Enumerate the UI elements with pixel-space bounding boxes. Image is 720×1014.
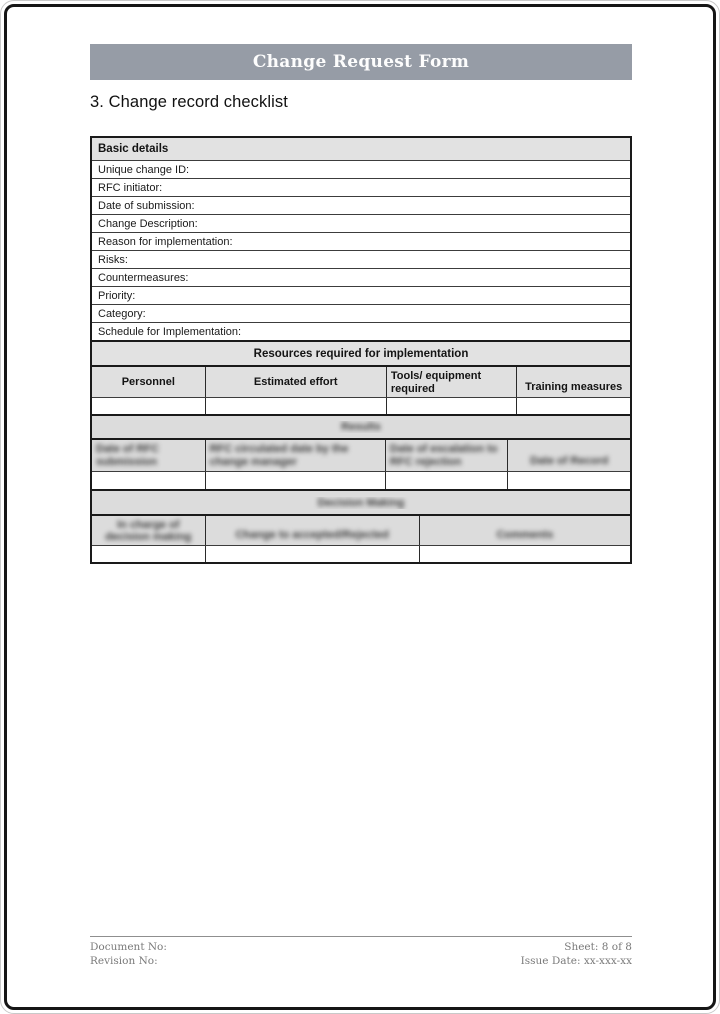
results-column-4-text: Date of Record [530,455,609,467]
results-entry-row [92,471,630,489]
decision-header-text: Decision Making [317,496,405,509]
footer-divider [90,936,632,937]
field-label-rfc-initiator: RFC initiator: [98,181,163,194]
table-row [92,250,630,268]
empty-cell [385,472,508,489]
field-label-category: Category: [98,307,146,320]
resources-entry-row [92,397,630,414]
empty-cell [516,398,630,414]
footer-right [521,940,632,968]
column-header-training-measures: Training measures [516,367,630,397]
decision-entry-row [92,545,630,562]
change-record-checklist-table [90,136,632,564]
sheet-label: Sheet: 8 of 8 [564,941,632,953]
field-label-risks: Risks: [98,253,128,266]
decision-column-1-blurred [92,516,205,545]
results-header-text: Results [341,421,381,433]
resources-column-header-row [92,365,630,397]
table-row [92,232,630,250]
field-label-countermeasures: Countermeasures: [98,271,189,284]
results-column-2-blurred [205,440,385,471]
resources-header: Resources required for implementation [253,347,469,360]
empty-cell [507,472,630,489]
decision-column-3-blurred [419,516,630,545]
table-row [92,322,630,340]
decision-header-blurred [92,497,630,509]
empty-cell [205,472,385,489]
empty-cell [386,398,517,414]
footer-left [90,940,167,968]
column-header-estimated-effort: Estimated effort [205,367,386,397]
results-column-3-text: Date of escalation to RFC rejection [389,443,498,468]
results-column-1-text: Date of RFC submission [96,443,159,468]
decision-column-2-text: Change to accepted/Rejected [235,529,389,541]
results-column-3-blurred [385,440,508,471]
column-header-personnel: Personnel [121,376,175,388]
table-row [92,268,630,286]
document-title-banner [90,44,632,80]
issue-date-label: Issue Date: xx-xxx-xx [520,955,632,967]
document-no-label: Document No: [90,941,167,953]
results-header-row [92,414,630,438]
document-title: Change Request Form [252,52,470,72]
basic-details-header: Basic details [92,138,630,160]
table-row [92,160,630,178]
field-label-reason-for-implementation: Reason for implementation: [98,235,233,248]
empty-cell [419,546,630,562]
empty-cell [92,472,205,489]
column-header-tools-equipment: Tools/ equipment required [386,367,517,397]
table-row [92,304,630,322]
results-header-blurred [92,421,630,433]
empty-cell [205,398,386,414]
table-row [92,178,630,196]
decision-column-2-blurred [205,516,419,545]
table-row [92,286,630,304]
table-row [92,214,630,232]
page-footer [90,936,632,968]
section-heading: 3. Change record checklist [90,93,288,111]
decision-header-row [92,489,630,514]
empty-cell [92,546,205,562]
field-label-date-of-submission: Date of submission: [98,199,195,212]
empty-cell [205,546,419,562]
revision-no-label: Revision No: [90,955,158,967]
field-label-priority: Priority: [98,289,136,302]
empty-cell [92,398,205,414]
basic-details-header-row [92,138,630,160]
results-column-1-blurred [92,440,205,471]
field-label-unique-change-id: Unique change ID: [98,163,190,176]
field-label-change-description: Change Description: [98,217,198,230]
decision-column-3-text: Comments [496,529,554,541]
resources-header-row [92,340,630,365]
decision-column-header-row [92,514,630,545]
field-label-schedule-for-implementation: Schedule for Implementation: [98,325,242,338]
results-column-2-text: RFC circulated date by the change manager [209,443,349,468]
decision-column-1-text: In charge of decision making [105,518,192,543]
results-column-header-row [92,438,630,471]
results-column-4-blurred [507,440,630,471]
table-row [92,196,630,214]
